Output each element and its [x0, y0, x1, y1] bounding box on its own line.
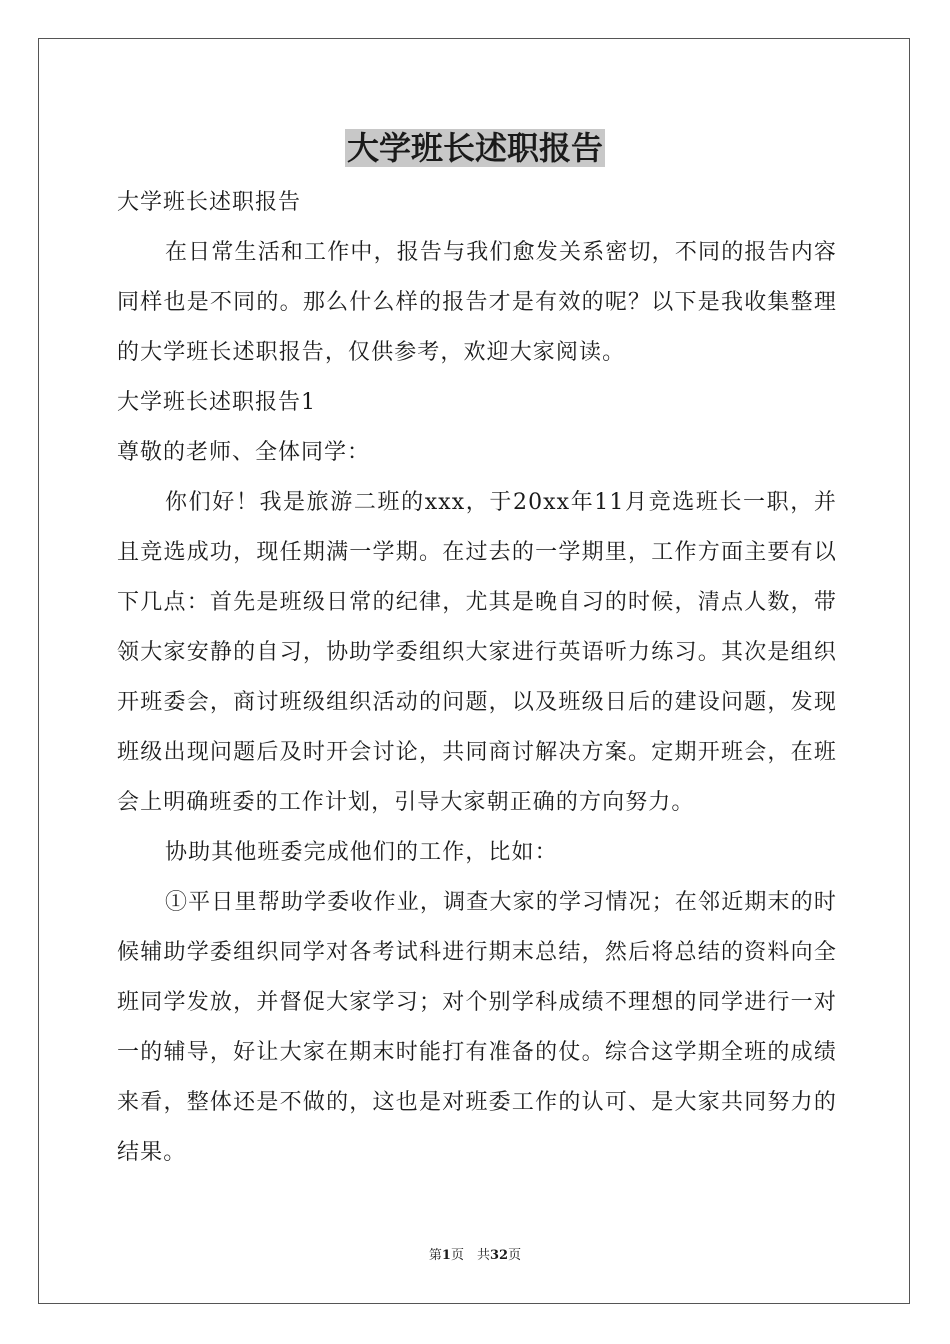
total-pages-number: 32	[489, 1248, 509, 1263]
subtitle: 大学班长述职报告	[117, 190, 302, 215]
salutation: 尊敬的老师、全体同学：	[117, 440, 371, 465]
page-prefix: 第	[428, 1248, 442, 1263]
current-page-number: 1	[441, 1248, 451, 1263]
document-title	[0, 126, 950, 170]
section-heading: 大学班长述职报告1	[117, 390, 316, 415]
document-title-text: 大学班长述职报告	[346, 129, 603, 167]
page-suffix: 页	[508, 1248, 522, 1263]
page-footer	[0, 1246, 950, 1266]
body-paragraph-2: 协助其他班委完成他们的工作，比如：	[165, 840, 558, 865]
intro-paragraph: 在日常生活和工作中，报告与我们愈发关系密切，不同的报告内容同样也是不同的。那么什么样的报告才是有效的呢？以下是我收集整理的大学班长述职报告，仅供参考，欢迎大家阅读。	[117, 240, 837, 365]
document-body	[117, 178, 837, 1178]
body-paragraph-3: ①平日里帮助学委收作业，调查大家的学习情况；在邻近期末的时候辅助学委组织同学对各考试科进行期末总结，然后将总结的资料向全班同学发放，并督促大家学习；对个别学科成绩不理想的同学进行一对一的辅导，好让大家在期末时能打有准备的仗。综合这学期全班的成绩来看，整体还是不做的，这也是对班委工作的认可、是大家共同努力的结果。	[117, 890, 837, 1165]
page-mid: 页 共	[450, 1248, 490, 1263]
body-paragraph-1: 你们好！我是旅游二班的xxx，于20xx年11月竞选班长一职，并且竞选成功，现任期满一学期。在过去的一学期里，工作方面主要有以下几点：首先是班级日常的纪律，尤其是晚自习的时候，清点人数，带领大家安静的自习，协助学委组织大家进行英语听力练习。其次是组织开班委会，商讨班级组织活动的问题，以及班级日后的建设问题，发现班级出现问题后及时开会讨论，共同商讨解决方案。定期开班会，在班会上明确班委的工作计划，引导大家朝正确的方向努力。	[117, 490, 837, 815]
